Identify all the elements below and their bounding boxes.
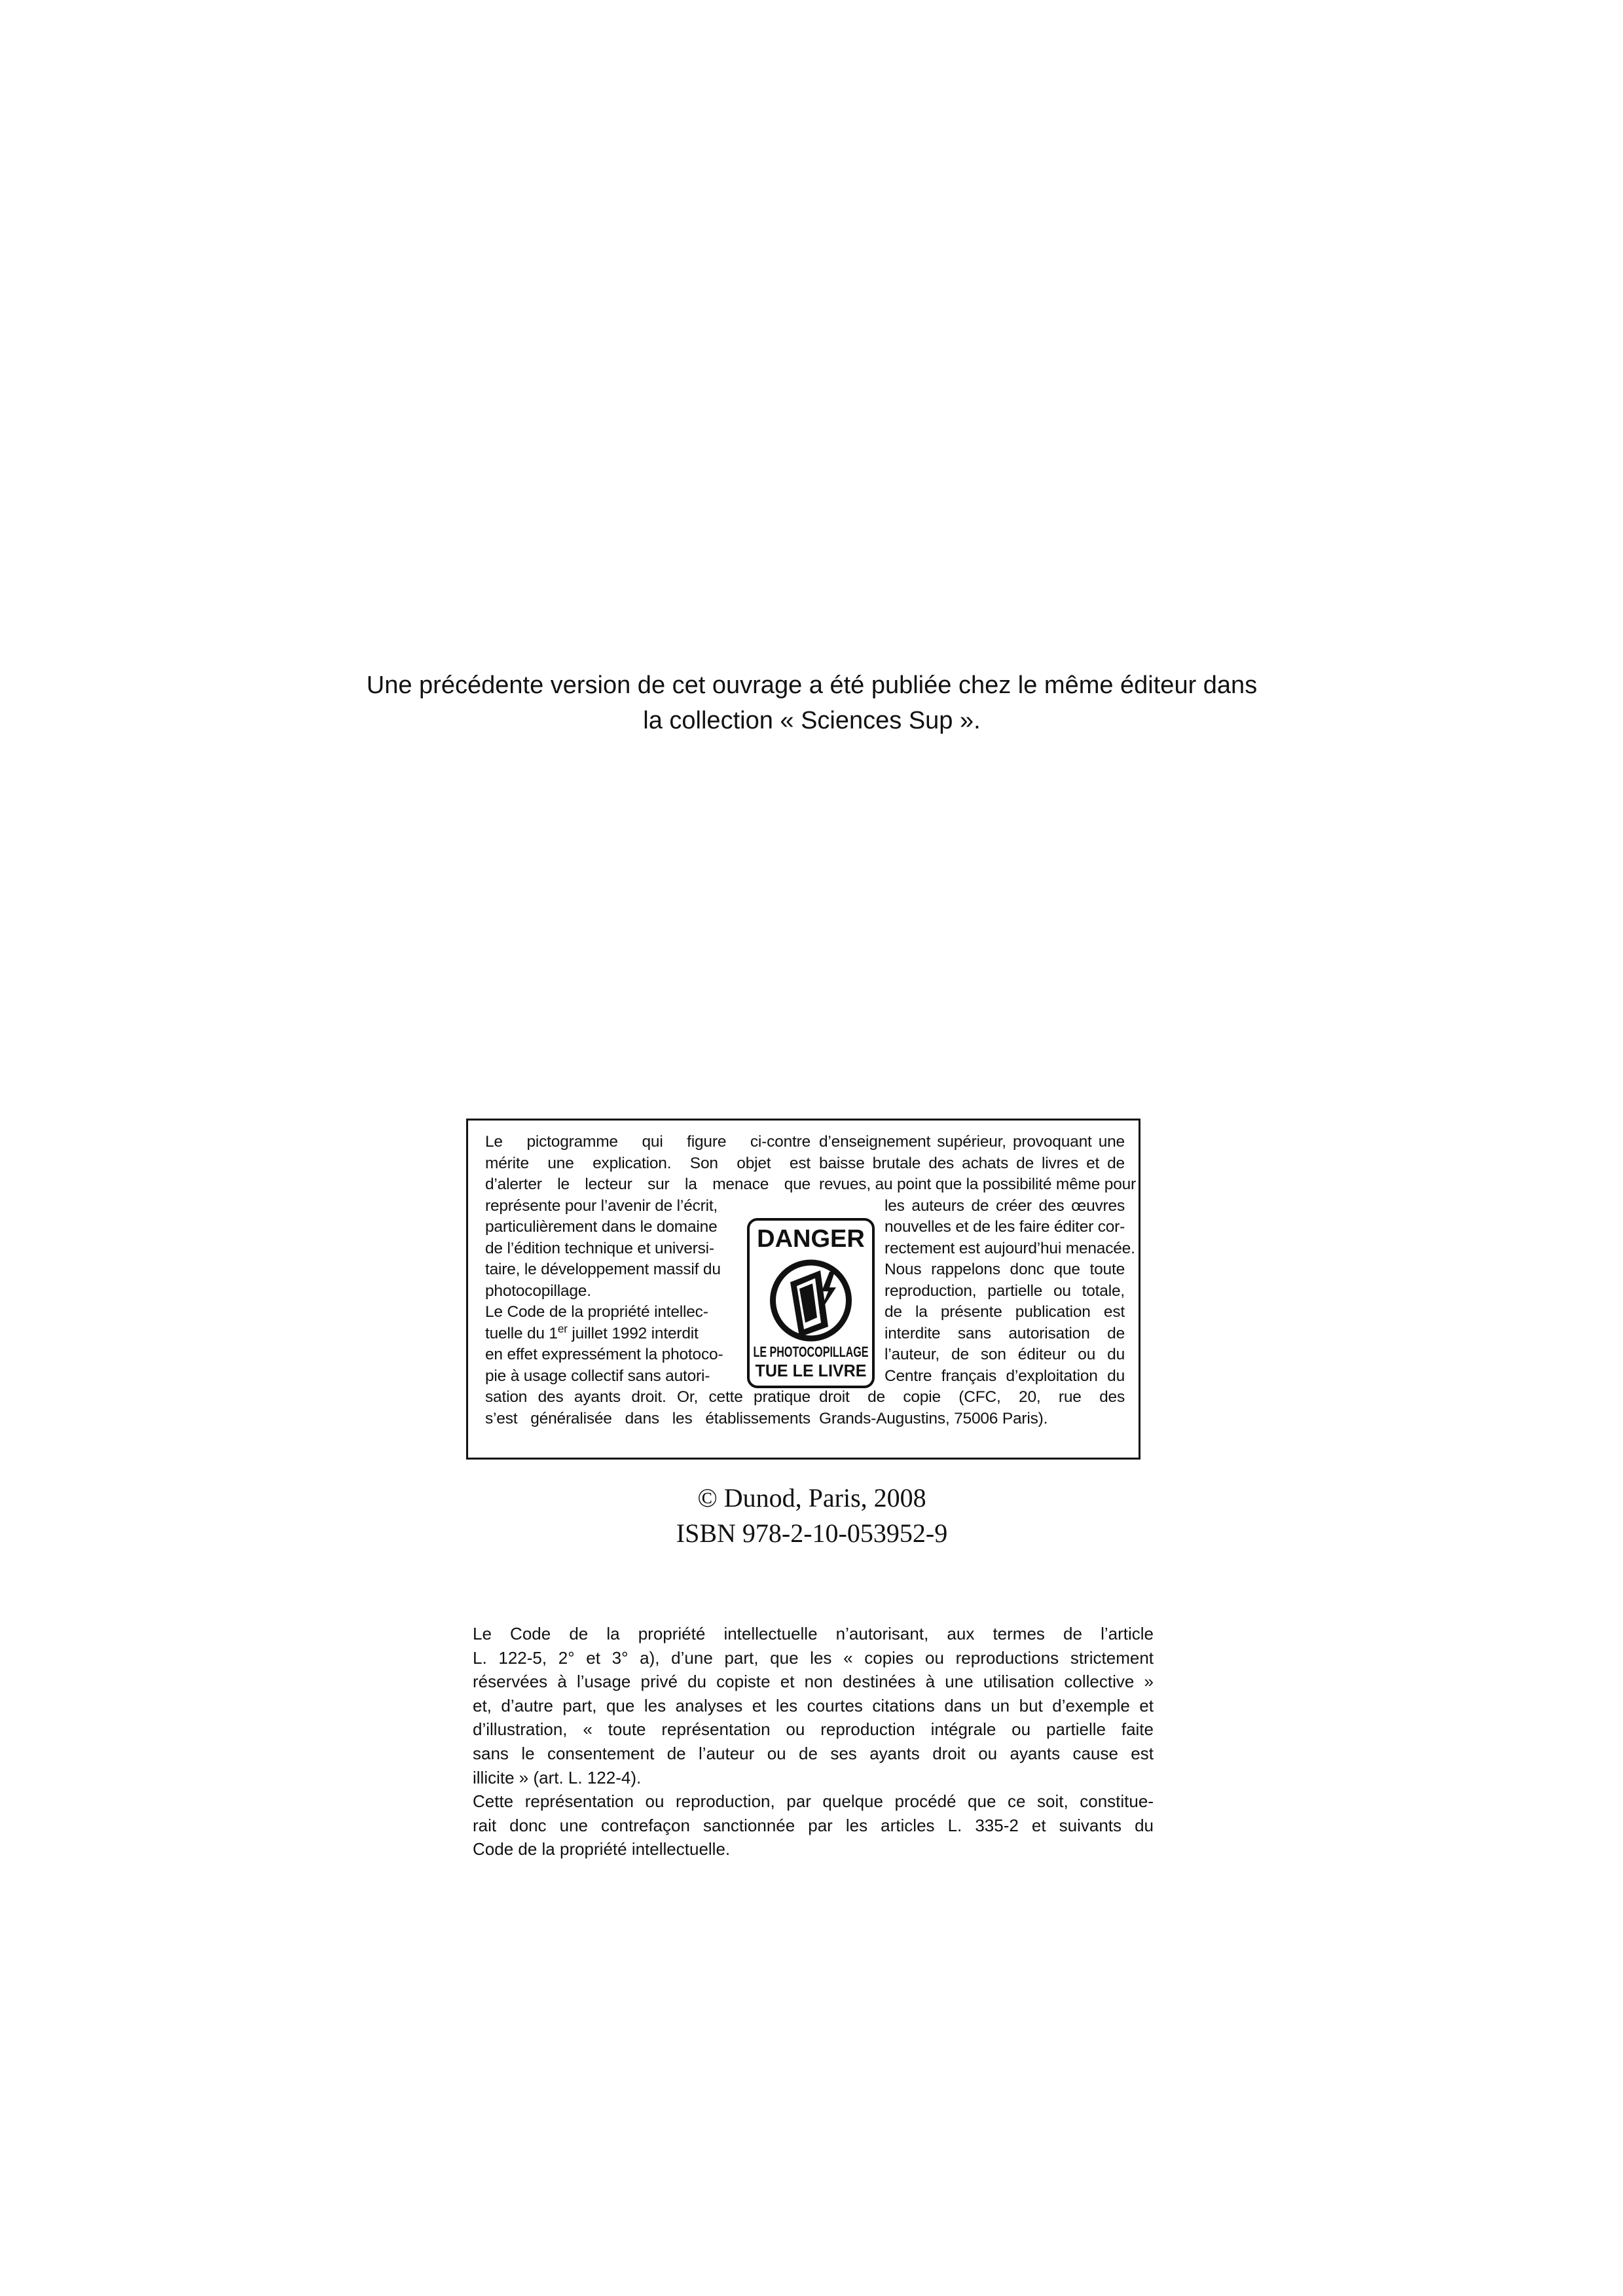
danger-text-line: interdite sans autorisation de bbox=[884, 1324, 1125, 1342]
danger-text-line: revues, au point que la possibilité même pour bbox=[819, 1175, 1137, 1193]
danger-text-line: Centre français d’exploitation du bbox=[884, 1367, 1125, 1385]
danger-text-line: pie à usage collectif sans autori- bbox=[485, 1367, 710, 1385]
danger-text-line: s’est généralisée dans les établissements bbox=[485, 1409, 811, 1427]
legal-text-line: Le Code de la propriété intellectuelle n’autorisant, aux termes de l’article bbox=[473, 1624, 1154, 1643]
danger-text-line: Le Code de la propriété intellec- bbox=[485, 1303, 708, 1321]
danger-logo-line2: TUE LE LIVRE bbox=[755, 1361, 867, 1380]
danger-text-line: tuelle du 1er juillet 1992 interdit bbox=[485, 1321, 699, 1342]
copyright-block bbox=[458, 1480, 1165, 1551]
danger-text-line: de l’édition technique et universi- bbox=[485, 1239, 714, 1257]
danger-text-line: photocopillage. bbox=[485, 1282, 591, 1300]
danger-text-line: d’enseignement supérieur, provoquant une bbox=[819, 1133, 1125, 1151]
photocopy-danger-notice bbox=[466, 1119, 1140, 1460]
danger-text-line: représente pour l’avenir de l’écrit, bbox=[485, 1196, 718, 1215]
danger-text-line: Le pictogramme qui figure ci-contre bbox=[485, 1133, 811, 1151]
danger-text-line: droit de copie (CFC, 20, rue des bbox=[819, 1388, 1125, 1406]
legal-text-line: rait donc une contrefaçon sanctionnée par les articles L. 335-2 et suivants du bbox=[473, 1815, 1154, 1835]
danger-text-line: d’alerter le lecteur sur la menace que bbox=[485, 1175, 811, 1193]
isbn-line: ISBN 978-2-10-053952-9 bbox=[676, 1518, 948, 1548]
danger-text-line: Grands-Augustins, 75006 Paris). bbox=[819, 1409, 1048, 1427]
legal-text-line: Code de la propriété intellectuelle. bbox=[473, 1839, 731, 1859]
danger-text-line: en effet expressément la photoco- bbox=[485, 1346, 723, 1363]
legal-notice bbox=[473, 1622, 1154, 1861]
danger-text-line: reproduction, partielle ou totale, bbox=[884, 1282, 1125, 1300]
danger-text-line: de la présente publication est bbox=[884, 1303, 1125, 1321]
danger-logo-line1: LE PHOTOCOPILLAGE bbox=[753, 1344, 869, 1360]
danger-text-line: taire, le développement massif du bbox=[485, 1261, 721, 1278]
legal-text-line: sans le consentement de l’auteur ou de ses ayants droit ou ayants cause est bbox=[473, 1743, 1154, 1763]
legal-text-line: L. 122-5, 2° et 3° a), d’une part, que les « copies ou reproductions strictement bbox=[473, 1647, 1154, 1668]
danger-text-line: Nous rappelons donc que toute bbox=[884, 1261, 1125, 1278]
legal-text-line: et, d’autre part, que les analyses et les courtes citations dans un but d’exemple et bbox=[473, 1695, 1154, 1715]
danger-text-line: particulièrement dans le domaine bbox=[485, 1218, 718, 1236]
legal-text-line: Cette représentation ou reproduction, par quelque procédé que ce soit, constitue- bbox=[473, 1791, 1154, 1812]
copyright-line: © Dunod, Paris, 2008 bbox=[697, 1483, 926, 1513]
danger-text-line: baisse brutale des achats de livres et de bbox=[819, 1154, 1125, 1172]
danger-text-line: l’auteur, de son éditeur ou du bbox=[884, 1346, 1125, 1363]
danger-text-line: rectement est aujourd’hui menacée. bbox=[884, 1239, 1135, 1257]
legal-text-line: illicite » (art. L. 122-4). bbox=[473, 1767, 642, 1787]
danger-text-line: nouvelles et de les faire éditer cor- bbox=[884, 1218, 1125, 1236]
danger-logo-title: DANGER bbox=[757, 1225, 865, 1253]
danger-text-line: mérite une explication. Son objet est bbox=[485, 1154, 811, 1172]
previous-version-notice-line: la collection « Sciences Sup ». bbox=[643, 707, 981, 734]
previous-version-notice bbox=[327, 668, 1296, 738]
legal-text-line: d’illustration, « toute représentation ou reproduction intégrale ou partielle faite bbox=[473, 1719, 1154, 1740]
legal-text-line: réservées à l’usage privé du copiste et non destinées à une utilisation collective » bbox=[473, 1672, 1154, 1692]
previous-version-notice-line: Une précédente version de cet ouvrage a été publiée chez le même éditeur dans bbox=[366, 672, 1258, 699]
danger-text-line: les auteurs de créer des œuvres bbox=[884, 1196, 1125, 1215]
danger-notice-right-column bbox=[819, 1132, 1137, 1429]
danger-text-line: sation des ayants droit. Or, cette pratique bbox=[485, 1388, 811, 1406]
